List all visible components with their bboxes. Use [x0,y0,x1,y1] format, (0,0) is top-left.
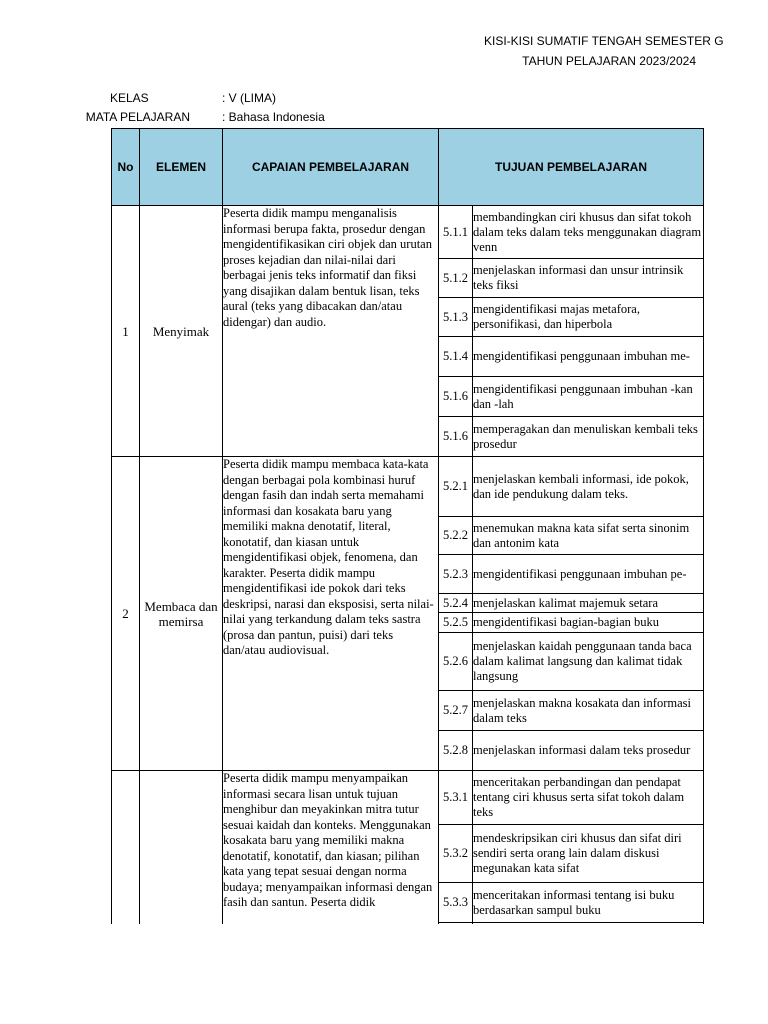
tujuan-code: 5.2.2 [439,517,473,555]
header-no: No [112,129,140,206]
tujuan-code: 5.2.6 [439,633,473,691]
tujuan-code: 5.2.8 [439,731,473,771]
tujuan-text: menjelaskan kembali informasi, ide pokok, dan ide pendukung dalam teks. [473,457,704,517]
tujuan-code: 5.2.5 [439,613,473,633]
header-elemen: ELEMEN [140,129,223,206]
tujuan-code: 5.1.1 [439,206,473,259]
tujuan-code: 5.2.3 [439,555,473,594]
tujuan-code: 5.1.6 [439,377,473,417]
tujuan-text: mendeskripsikan ciri khusus dan sifat diri sendiri serta orang lain dalam diskusi megunakan kata sifat [473,825,704,883]
row-number: 2 [112,457,140,771]
tujuan-code: 5.1.2 [439,259,473,298]
tujuan-text: memperagakan dan menuliskan kembali teks prosedur [473,417,704,457]
header-tujuan: TUJUAN PEMBELAJARAN [439,129,704,206]
header-capaian: CAPAIAN PEMBELAJARAN [223,129,439,206]
mapel-label: MATA PELAJARAN [85,110,190,124]
row-capaian: Peserta didik mampu menyampaikan informasi secara lisan untuk tujuan menghibur dan meyakinkan mitra tutur sesuai kaidah dan konteks. Menggunakan kosakata baru yang memiliki makna denotatif, konotatif, dan kiasan; pilihan kata yang tepat sesuai dengan norma budaya; menyampaikan informasi dengan fasih dan santun. Peserta didik [223,771,439,983]
tujuan-text: menjelaskan kalimat majemuk setara [473,594,704,613]
kelas-value: : V (LIMA) [222,91,277,105]
page-bottom-cutoff [0,924,768,1024]
document-subtitle: TAHUN PELAJARAN 2023/2024 [522,54,696,68]
tujuan-text: menjelaskan informasi dalam teks prosedur [473,731,704,771]
tujuan-text: menceritakan perbandingan dan pendapat tentang ciri khusus serta sifat tokoh dalam teks [473,771,704,825]
tujuan-code: 5.2.4 [439,594,473,613]
tujuan-text: menemukan makna kata sifat serta sinonim dan antonim kata [473,517,704,555]
tujuan-text: mengidentifikasi majas metafora, personifikasi, dan hiperbola [473,298,704,337]
tujuan-text: menjelaskan kaidah penggunaan tanda baca dalam kalimat langsung dan kalimat tidak langsung [473,633,704,691]
tujuan-text: mengidentifikasi penggunaan imbuhan -kan dan -lah [473,377,704,417]
tujuan-code: 5.2.1 [439,457,473,517]
tujuan-text: mengidentifikasi bagian-bagian buku [473,613,704,633]
table-row [112,771,704,825]
tujuan-code: 5.3.2 [439,825,473,883]
row-capaian: Peserta didik mampu menganalisis informasi berupa fakta, prosedur dengan mengidentifikasikan ciri objek dan urutan proses kejadian dan nilai-nilai dari berbagai jenis teks informatif dan fiksi yang disajikan dalam bentuk lisan, teks aural (teks yang dibacakan dan/atau didengar) dan audio. [223,206,439,457]
mapel-value: : Bahasa Indonesia [222,110,325,124]
row-capaian: Peserta didik mampu membaca kata-kata dengan berbagai pola kombinasi huruf dengan fasih dan indah serta memahami informasi dan kosakata baru yang memiliki makna denotatif, literal, konotatif, dan kiasan untuk mengidentifikasi objek, fenomena, dan karakter. Peserta didik mampu mengidentifikasi ide pokok dari teks deskripsi, narasi dan eksposisi, serta nilai-nilai yang terkandung dalam teks sastra (prosa dan pantun, puisi) dari teks dan/atau audiovisual. [223,457,439,771]
tujuan-code: 5.1.3 [439,298,473,337]
tujuan-code: 5.3.3 [439,883,473,923]
document-title: KISI-KISI SUMATIF TENGAH SEMESTER G [484,34,724,48]
tujuan-text: membandingkan ciri khusus dan sifat tokoh dalam teks dalam teks menggunakan diagram venn [473,206,704,259]
tujuan-code: 5.1.6 [439,417,473,457]
kelas-label: KELAS [110,91,149,105]
tujuan-text: mengidentifikasi penggunaan imbuhan me- [473,337,704,377]
tujuan-code: 5.3.1 [439,771,473,825]
tujuan-text: menjelaskan makna kosakata dan informasi dalam teks [473,691,704,731]
tujuan-code: 5.1.4 [439,337,473,377]
table-header-row [112,129,704,206]
tujuan-text: menceritakan informasi tentang isi buku berdasarkan sampul buku [473,883,704,923]
table-row [112,206,704,259]
tujuan-code: 5.2.7 [439,691,473,731]
table-row [112,457,704,517]
kisi-kisi-table [111,128,704,983]
row-elemen: Menyimak [140,206,223,457]
row-elemen: Membaca dan memirsa [140,457,223,771]
tujuan-text: menjelaskan informasi dan unsur intrinsik teks fiksi [473,259,704,298]
tujuan-text: mengidentifikasi penggunaan imbuhan pe- [473,555,704,594]
row-number: 1 [112,206,140,457]
